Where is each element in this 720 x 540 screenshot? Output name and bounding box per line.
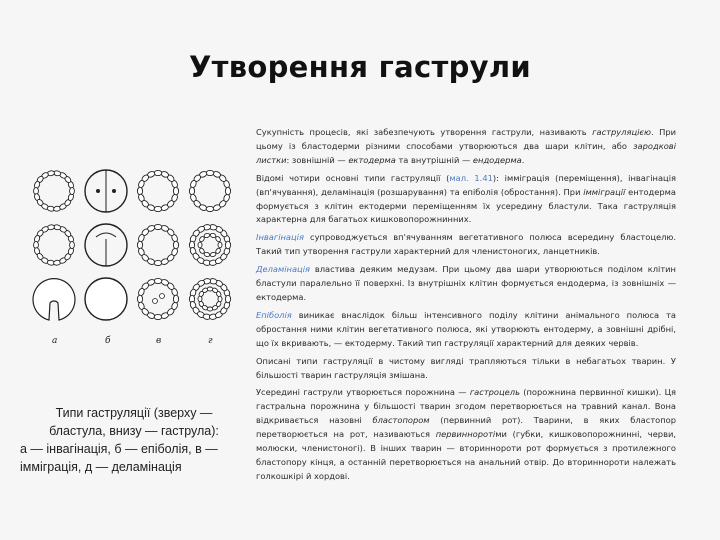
paragraph-epiboly: Епіболія виникає внаслідок більш інтенсивного поділу клітини анімального полюса та обростання ними клітин вегетативного полюса, які утворюють ентодерму, а зовнішні дрібні, що їх вкривають, — ектодерму. Такий тип гаструляції характерний для деяких червів. <box>256 309 676 348</box>
inner-cell <box>198 242 202 248</box>
migrating-cell <box>160 294 165 299</box>
term-endoderm: ендодерма <box>472 154 522 165</box>
body-text <box>256 126 676 488</box>
figure-label-b: б <box>105 336 111 346</box>
paragraph-gastrulation: Сукупність процесів, які забезпечують утворення гаструли, називають гаструляцією. При цьому із бластодерми різними способами утворюються два шари клітин, або зародкові листки: зовнішній — ектодерма та внутрішній — ендодерма. <box>256 127 676 165</box>
caption-line-1: Типи гаструляції (зверху — <box>55 406 213 420</box>
blastula-cell <box>173 187 178 195</box>
term-germ-layers: зародкові листки <box>256 140 676 165</box>
blastula-cell <box>70 187 75 194</box>
paragraph-types: Відомі чотири основні типи гаструляції (мал. 1.41): імміграція (переміщення), інвагінація (вп'ячування), деламінація (розшарування) та епіболія (обростання). При імміграції ентодерма формується з клітин ектодерми переміщенням їх усередину бластули. Така гаструляція характерна для багатьох кишковопорожнинних. <box>256 172 676 225</box>
blastula-cell <box>154 170 162 175</box>
cell-boundary <box>96 233 116 237</box>
immigration-cell <box>154 278 162 283</box>
term-immigration: імміграції <box>583 186 626 197</box>
blastula-cell <box>206 206 214 211</box>
inner-cell <box>218 242 222 248</box>
paragraph-delamination: Деламінація властива деяким медузам. При цьому два шари утворюються поділом клітин бластули паралельно її поверхні. Із внутрішніх клітин формується ендодерма, із зовнішніх — ектодерма. <box>256 264 676 302</box>
caption-line-2: бластула, внизу — гаструла): <box>49 424 219 438</box>
migrating-cell <box>153 299 158 304</box>
inner-cell <box>204 252 211 258</box>
embryo-cell <box>137 241 142 249</box>
inner-cell <box>210 233 217 239</box>
caption-line-3: а — інвагінація, б — епіболія, в — <box>20 442 218 456</box>
paragraph-gastrocoel: Усередині гаструли утворюється порожнина — гастроцель (порожнина первинної кишки). Ця гастральна порожнина у більшості тварин згодом перетворюється на травний канал. Вона відкривається назовні бластопором (первинний рот). Тварини, в яких бластопор перетворюється на рот, називаються первинноротіми (губки, кишковопорожнинні, черви, молюски, членистоногі). В інших тварин — вториннороти рот формується з протилежного бластопору кінця, а останній перетворюється на анальний отвір. До вториннороти належать голкошкірі й хордові. <box>256 387 677 481</box>
immigration-cell <box>137 295 142 303</box>
embryo-cell <box>173 241 178 249</box>
embryo-cell <box>70 241 75 248</box>
endoderm-cell <box>218 296 222 302</box>
invagination-gastrula <box>33 279 75 320</box>
embryo-cell <box>154 224 162 229</box>
term-gastrulation: гаструляцією <box>592 127 651 137</box>
ectoderm-cell <box>225 295 230 303</box>
paragraph-mixed: Описані типи гаструляції в чистому вигляді трапляються тільки в небагатьох тварин. У більшості тварин гаструляція змішана. <box>256 355 676 380</box>
term-delamination: Деламінація <box>256 264 310 275</box>
slide-title: Утворення гаструли <box>188 50 531 84</box>
immigration-cell <box>173 295 178 303</box>
blastula-cell <box>137 187 142 195</box>
immigration-cell <box>154 314 162 319</box>
blastula-cell <box>154 206 162 211</box>
term-epiboly: Епіболія <box>256 309 292 320</box>
embryo-cell <box>225 241 230 249</box>
gastrulation-figure <box>28 163 242 351</box>
epiboly-gastrula <box>85 278 127 320</box>
figure-label-a: а <box>52 336 58 346</box>
cell-nucleus <box>112 189 116 193</box>
caption-line-4: імміграція, д — деламінація <box>20 460 182 474</box>
paragraph-invagination: Інвагінація супроводжується вп'ячуванням вегетативного полюса всередину бластоцелю. Такий тип утворення гаструли характерний для членистоногих, ланцетників. <box>256 232 676 257</box>
term-invagination: Інвагінація <box>256 232 304 243</box>
cell-nucleus <box>96 189 100 193</box>
term-protostomes: первиннороті <box>435 429 496 440</box>
term-ectoderm: ектодерма <box>348 154 396 165</box>
figure-label-d: г <box>208 336 213 346</box>
embryo-cell <box>154 260 162 265</box>
figure-label-c: в <box>156 336 162 346</box>
figure-reference: мал. 1.41 <box>449 172 493 183</box>
blastula-cell <box>189 187 194 195</box>
term-blastopore: бластопором <box>372 415 430 426</box>
blastula-cell <box>225 187 230 195</box>
blastula-cell <box>206 170 214 175</box>
term-gastrocoel: гастроцель <box>469 387 520 398</box>
gastrulation-diagram <box>28 163 242 351</box>
figure-caption <box>20 404 248 476</box>
